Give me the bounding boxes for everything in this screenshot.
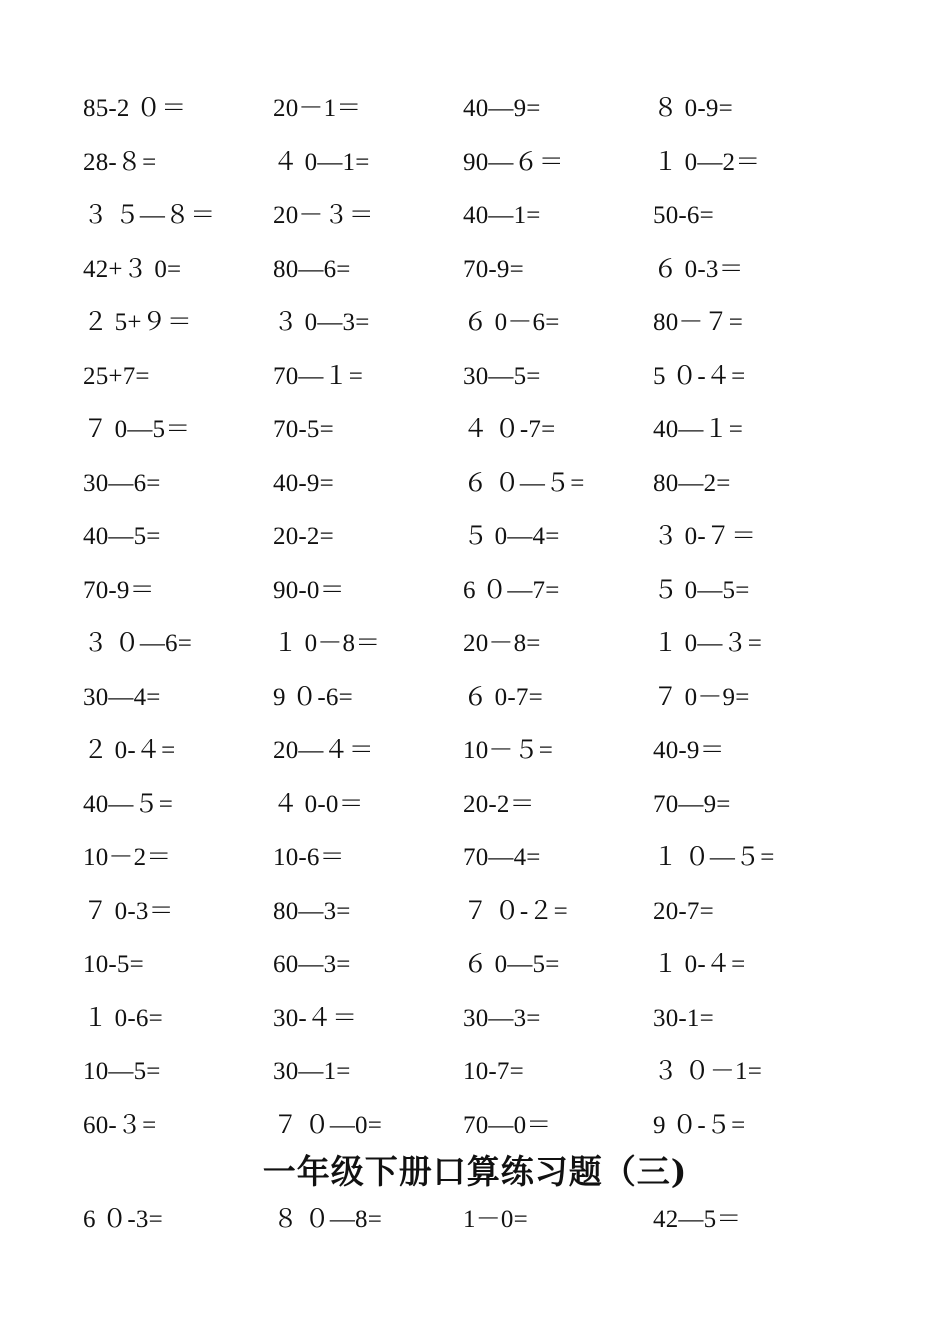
arithmetic-problem: 80－７=	[653, 309, 744, 337]
arithmetic-problem: 90—６＝	[463, 148, 565, 176]
problem-row	[83, 938, 843, 992]
arithmetic-problem: 20-7=	[653, 897, 714, 925]
arithmetic-problem: １ ０—５=	[653, 844, 775, 872]
arithmetic-problem: 40—1=	[463, 202, 541, 230]
arithmetic-problem: ６ 0—5=	[463, 951, 560, 979]
arithmetic-problem: 25+7=	[83, 362, 150, 390]
arithmetic-problem: ８ 0-9=	[653, 95, 733, 123]
arithmetic-problem: 30-４＝	[273, 1004, 358, 1032]
arithmetic-problem: ６ ０—５=	[463, 469, 585, 497]
arithmetic-problem: ６ 0-3＝	[653, 255, 744, 283]
arithmetic-problem: 70—9=	[653, 790, 731, 818]
arithmetic-problem: 30—1=	[273, 1058, 351, 1086]
arithmetic-problem: 20—４＝	[273, 737, 375, 765]
problem-row	[83, 510, 843, 564]
problem-grid	[83, 82, 843, 1152]
arithmetic-problem: 40—１=	[653, 416, 744, 444]
arithmetic-problem: 40-9＝	[653, 737, 725, 765]
problem-row	[83, 1045, 843, 1099]
arithmetic-problem: ５ 0—5=	[653, 576, 750, 604]
problem-row	[83, 831, 843, 885]
arithmetic-problem: 42—5＝	[653, 1206, 742, 1234]
arithmetic-problem: 20-2=	[273, 523, 334, 551]
arithmetic-problem: 20－8=	[463, 630, 541, 658]
problem-row	[83, 617, 843, 671]
arithmetic-problem: １ 0－8＝	[273, 630, 381, 658]
arithmetic-problem: 70—4=	[463, 844, 541, 872]
arithmetic-problem: 40—5=	[83, 523, 161, 551]
arithmetic-problem: 70—１=	[273, 362, 364, 390]
arithmetic-problem: 6 ０-3=	[83, 1206, 163, 1234]
problem-grid-continued	[83, 1193, 843, 1247]
arithmetic-problem: 10-5=	[83, 951, 144, 979]
arithmetic-problem: ６ 0-7=	[463, 683, 543, 711]
problem-row	[83, 992, 843, 1046]
arithmetic-problem: 70-5=	[273, 416, 334, 444]
arithmetic-problem: ３ 0—3=	[273, 309, 370, 337]
arithmetic-problem: 10—5=	[83, 1058, 161, 1086]
arithmetic-problem: ４ ０-7=	[463, 416, 556, 444]
arithmetic-problem: 20－３＝	[273, 202, 375, 230]
arithmetic-problem: 80—3=	[273, 897, 351, 925]
section-title: 一年级下册口算练习题（三)	[262, 1152, 688, 1191]
problem-row	[83, 82, 843, 136]
arithmetic-problem: 10-6＝	[273, 844, 345, 872]
arithmetic-problem: 6 ０—7=	[463, 576, 560, 604]
arithmetic-problem: 50-6=	[653, 202, 714, 230]
arithmetic-problem: 40—9=	[463, 95, 541, 123]
arithmetic-problem: 20－1＝	[273, 95, 362, 123]
problem-row	[83, 671, 843, 725]
arithmetic-problem: 9 ０-6=	[273, 683, 353, 711]
arithmetic-problem: 10－５=	[463, 737, 554, 765]
problem-row	[83, 136, 843, 190]
arithmetic-problem: 5 ０-４=	[653, 362, 746, 390]
arithmetic-problem: ７ 0—5＝	[83, 416, 191, 444]
arithmetic-problem: 40—５=	[83, 790, 174, 818]
arithmetic-problem: ３ 0-７＝	[653, 523, 757, 551]
arithmetic-problem: 10－2＝	[83, 844, 172, 872]
arithmetic-problem: ３ ５—８＝	[83, 202, 216, 230]
arithmetic-problem: １ 0-４=	[653, 951, 746, 979]
arithmetic-problem: ３ ０—6=	[83, 630, 193, 658]
arithmetic-problem: 28-８=	[83, 148, 157, 176]
problem-row	[83, 403, 843, 457]
arithmetic-problem: 70—0＝	[463, 1111, 552, 1139]
problem-row	[83, 296, 843, 350]
problem-row	[83, 457, 843, 511]
arithmetic-problem: 20-2＝	[463, 790, 535, 818]
arithmetic-problem: ４ 0—1=	[273, 148, 370, 176]
problem-row	[83, 350, 843, 404]
arithmetic-problem: 70-9=	[463, 255, 524, 283]
problem-row	[83, 724, 843, 778]
arithmetic-problem: ２ 5+９＝	[83, 309, 193, 337]
arithmetic-problem: ７ 0－9=	[653, 683, 750, 711]
problem-row	[83, 1099, 843, 1153]
arithmetic-problem: 30-1=	[653, 1004, 714, 1032]
arithmetic-problem: ７ ０—0=	[273, 1111, 383, 1139]
arithmetic-problem: 9 ０-５=	[653, 1111, 746, 1139]
arithmetic-problem: ８ ０—8=	[273, 1206, 383, 1234]
arithmetic-problem: 85-2 ０＝	[83, 95, 187, 123]
arithmetic-problem: 60-３=	[83, 1111, 157, 1139]
arithmetic-problem: ７ 0-3＝	[83, 897, 174, 925]
arithmetic-problem: ２ 0-４=	[83, 737, 176, 765]
problem-row	[83, 189, 843, 243]
problem-row	[83, 564, 843, 618]
arithmetic-problem: １ 0—３=	[653, 630, 763, 658]
arithmetic-problem: 42+３ 0=	[83, 255, 182, 283]
arithmetic-problem: 30—3=	[463, 1004, 541, 1032]
problem-row	[83, 1193, 843, 1247]
problem-row	[83, 885, 843, 939]
problem-row	[83, 778, 843, 832]
arithmetic-problem: ５ 0—4=	[463, 523, 560, 551]
arithmetic-problem: 30—5=	[463, 362, 541, 390]
arithmetic-problem: 60—3=	[273, 951, 351, 979]
arithmetic-problem: １ 0-6=	[83, 1004, 163, 1032]
arithmetic-problem: ７ ０-２=	[463, 897, 568, 925]
arithmetic-problem: 70-9＝	[83, 576, 155, 604]
arithmetic-problem: 30—6=	[83, 469, 161, 497]
arithmetic-problem: 1－0=	[463, 1206, 528, 1234]
arithmetic-problem: 40-9=	[273, 469, 334, 497]
arithmetic-problem: 90-0＝	[273, 576, 345, 604]
arithmetic-problem: １ 0—2＝	[653, 148, 761, 176]
arithmetic-problem: 80—2=	[653, 469, 731, 497]
arithmetic-problem: ３ ０－1=	[653, 1058, 763, 1086]
problem-row	[83, 243, 843, 297]
arithmetic-problem: ４ 0-0＝	[273, 790, 364, 818]
arithmetic-problem: 10-7=	[463, 1058, 524, 1086]
arithmetic-problem: ６ 0－6=	[463, 309, 560, 337]
arithmetic-problem: 30—4=	[83, 683, 161, 711]
arithmetic-problem: 80—6=	[273, 255, 351, 283]
